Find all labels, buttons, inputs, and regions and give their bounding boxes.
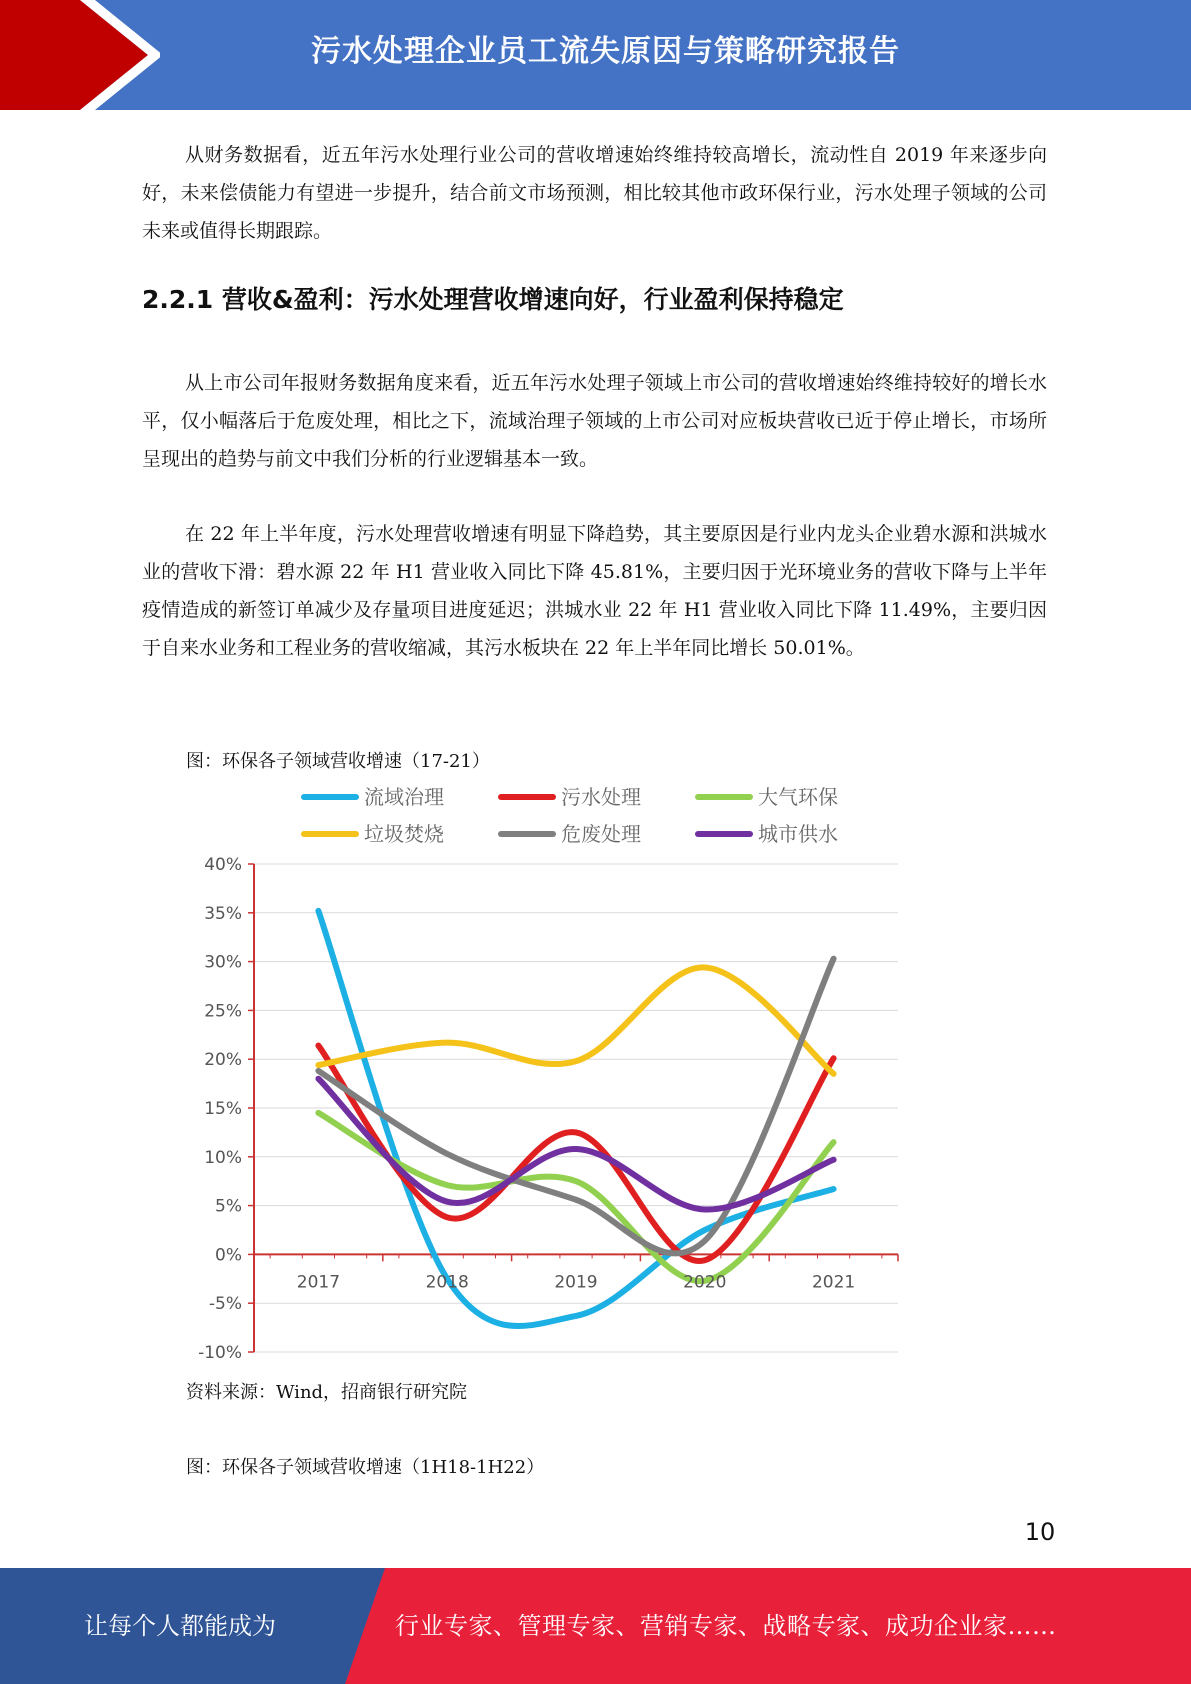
figure-1-source: 资料来源：Wind，招商银行研究院: [186, 1382, 468, 1403]
paragraph-1: 从财务数据看，近五年污水处理行业公司的营收增速始终维持较高增长，流动性自 2019 年来逐步向好，未来偿债能力有望进一步提升，结合前文市场预测，相比较其他市政环保行业，污水处理子领域的公司未来或值得长期跟踪。: [142, 144, 1047, 242]
legend-label: 大气环保: [758, 785, 838, 809]
revenue-growth-chart: [186, 775, 906, 1365]
paragraph-3: 在 22 年上半年度，污水处理营收增速有明显下降趋势，其主要原因是行业内龙头企业碧水源和洪城水业的营收下滑：碧水源 22 年 H1 营业收入同比下降 45.81%，主要归因于光环境业务的营收下降与上半年疫情造成的新签订单减少及存量项目进度延迟；洪城水业 22 年 H1 营业收入同比下降 11.49%，主要归因于自来水业务和工程业务的营收缩减，其污水板块在 22 年上半年同比增长 50.01%。: [142, 523, 1047, 659]
y-tick-label: 30%: [204, 952, 242, 973]
footer-slogan-left: 让每个人都能成为: [84, 1612, 276, 1640]
y-tick-label: 0%: [215, 1245, 242, 1266]
page-footer: [0, 1568, 1191, 1684]
legend-label: 城市供水: [758, 822, 838, 846]
y-tick-label: 5%: [215, 1196, 242, 1217]
x-tick-label: 2020: [683, 1272, 727, 1293]
y-tick-label: -10%: [198, 1343, 242, 1363]
page-header: [0, 0, 1191, 110]
series-line: [318, 967, 833, 1073]
y-tick-label: -5%: [208, 1294, 242, 1315]
y-tick-label: 35%: [204, 903, 242, 924]
page-number: 10: [1024, 1518, 1056, 1546]
y-tick-label: 10%: [204, 1147, 242, 1168]
y-tick-label: 15%: [204, 1099, 242, 1119]
line-chart-svg: [186, 775, 906, 1365]
x-tick-label: 2021: [811, 1272, 856, 1293]
y-tick-label: 40%: [204, 855, 242, 875]
paragraph-2: 从上市公司年报财务数据角度来看，近五年污水处理子领域上市公司的营收增速始终维持较好的增长水平，仅小幅落后于危废处理，相比之下，流域治理子领域的上市公司对应板块营收已近于停止增长，市场所呈现出的趋势与前文中我们分析的行业逻辑基本一致。: [142, 372, 1047, 470]
section-heading: 2.2.1 营收&盈利：污水处理营收增速向好，行业盈利保持稳定: [142, 285, 844, 314]
y-tick-label: 25%: [204, 1001, 242, 1022]
footer-slogan-right: 行业专家、管理专家、营销专家、战略专家、成功企业家……: [395, 1612, 1057, 1640]
x-tick-label: 2019: [554, 1272, 598, 1293]
series-line: [318, 1079, 833, 1210]
header-title: 污水处理企业员工流失原因与策略研究报告: [311, 34, 900, 69]
legend-label: 污水处理: [561, 785, 641, 809]
legend-label: 流域治理: [364, 785, 444, 809]
y-tick-label: 20%: [204, 1050, 242, 1071]
x-tick-label: 2018: [425, 1272, 469, 1293]
x-tick-label: 2017: [296, 1272, 341, 1293]
legend-label: 危废处理: [561, 822, 641, 846]
series-line: [318, 911, 833, 1326]
figure-2-caption: 图：环保各子领域营收增速（1H18-1H22）: [186, 1457, 545, 1478]
figure-1-caption: 图：环保各子领域营收增速（17-21）: [186, 751, 490, 772]
legend-label: 垃圾焚烧: [364, 822, 444, 846]
